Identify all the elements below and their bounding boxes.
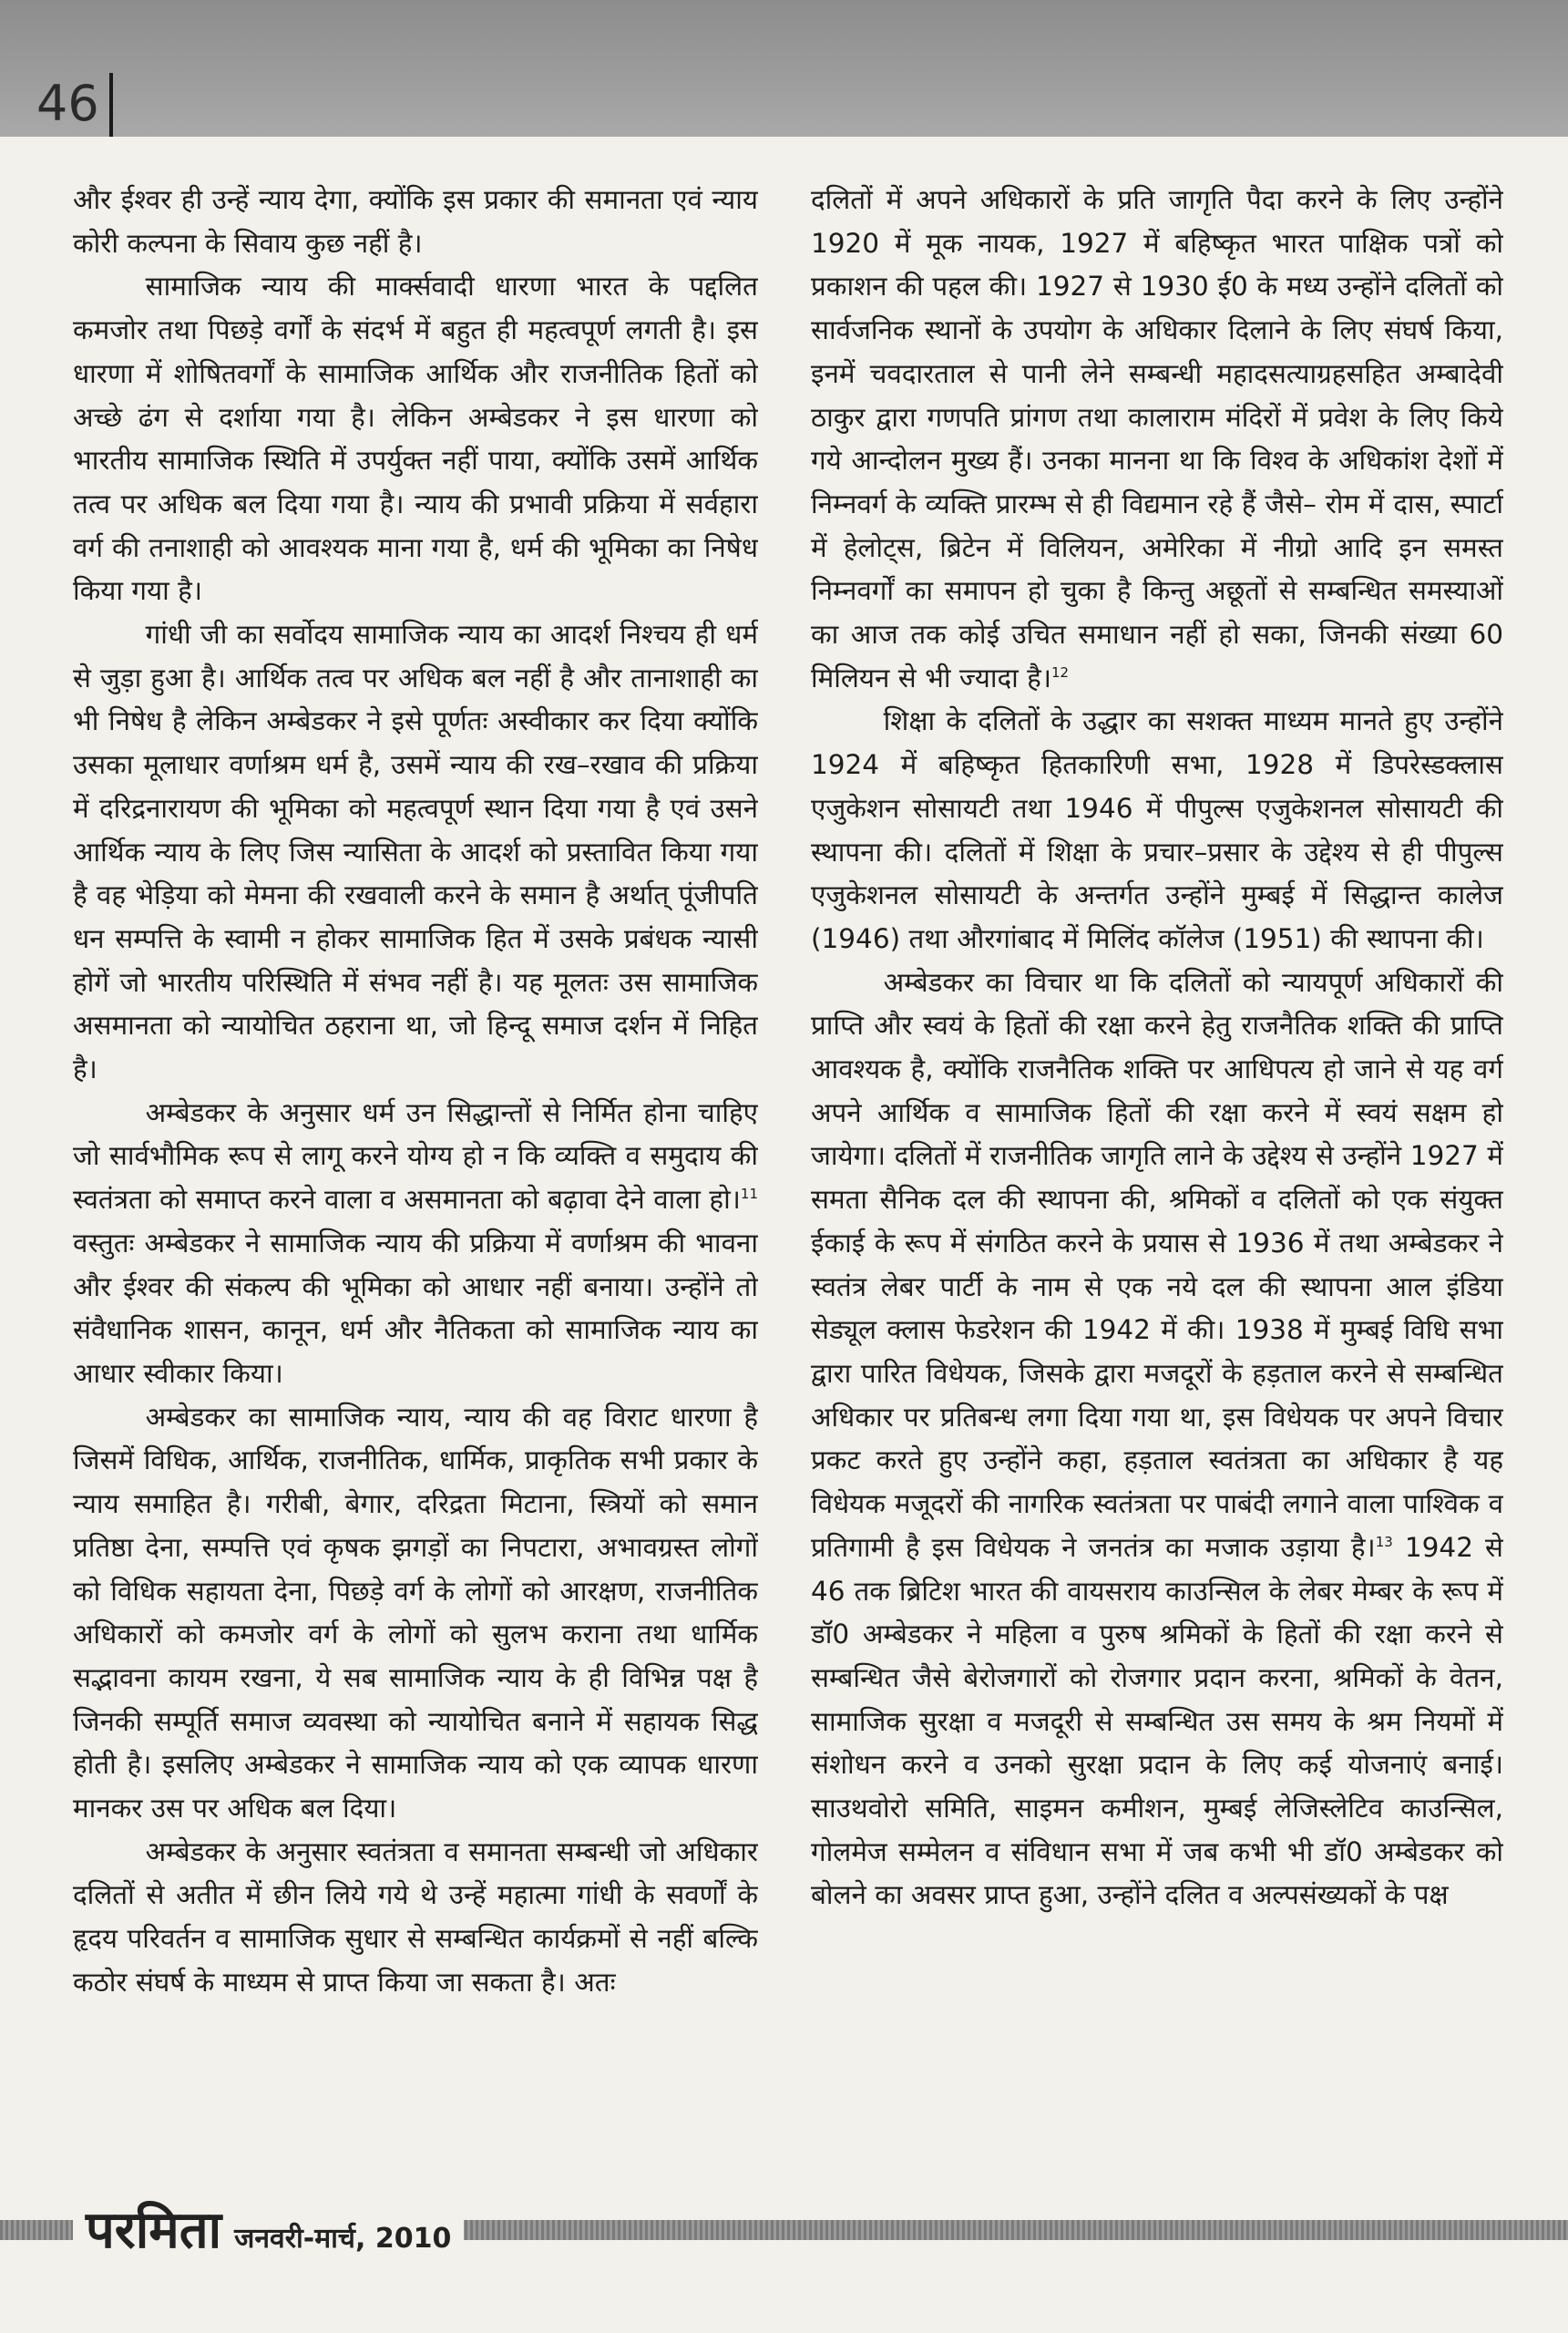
- issue-date: जनवरी-मार्च, 2010: [234, 2223, 452, 2255]
- left-paragraph-2: सामाजिक न्याय की मार्क्सवादी धारणा भारत के पद्दलित कमजोर तथा पिछड़े वर्गों के संदर्भ में बहुत ही महत्वपूर्ण लगती है। इस धारणा में शोषितवर्गों के सामाजिक आर्थिक और राजनीतिक हितों को अच्छे ढंग से दर्शाया गया है। लेकिन अम्बेडकर ने इस धारणा को भारतीय सामाजिक स्थिति में उपर्युक्त नहीं पाया, क्योंकि उसमें आर्थिक तत्व पर अधिक बल दिया गया है। न्याय की प्रभावी प्रक्रिया में सर्वहारा वर्ग की तनाशाही को आवश्यक माना गया है, धर्म की भूमिका का निषेध किया गया है।: [73, 271, 758, 607]
- magazine-name: परमिता: [86, 2201, 222, 2260]
- right-paragraph-3: [811, 961, 1503, 1917]
- header-divider: [109, 73, 113, 137]
- left-paragraph-3: गांधी जी का सर्वोदय सामाजिक न्याय का आदर्श निश्चय ही धर्म से जुड़ा हुआ है। आर्थिक तत्व पर अधिक बल नहीं है और तानाशाही का भी निषेध है लेकिन अम्बेडकर ने इसे पूर्णतः अस्वीकार कर दिया क्योंकि उसका मूलाधार वर्णाश्रम धर्म है, उसमें न्याय की रख–रखाव की प्रक्रिया में दरिद्रनारायण की भूमिका को महत्वपूर्ण स्थान दिया गया है एवं उसने आर्थिक न्याय के लिए जिस न्यासिता के आदर्श को प्रस्तावित किया गया है वह भेड़िया को मेमना की रखवाली करने के समान है अर्थात् पूंजीपति धन सम्पत्ति के स्वामी न होकर सामाजिक हित में उसके प्रबंधक न्यासी होगें जो भारतीय परिस्थिति में संभव नहीं है। यह मूलतः उस सामाजिक असमानता को न्यायोचित ठहराना था, जो हिन्दू समाज दर्शन में निहित है।: [73, 619, 758, 1085]
- footnote-ref-12: 12: [1051, 663, 1070, 681]
- footnote-ref-13: 13: [1375, 1533, 1393, 1550]
- left-paragraph-6: अम्बेडकर के अनुसार स्वतंत्रता व समानता सम्बन्धी जो अधिकार दलितों से अतीत में छीन लिये गये थे उन्हें महात्मा गांधी के सवर्णों के हृदय परिवर्तन व सामाजिक सुधार से सम्बन्धित कार्यक्रमों से नहीं बल्कि कठोर संघर्ष के माध्यम से प्राप्त किया जा सकता है। अतः: [73, 1835, 758, 1998]
- right-paragraph-2: शिक्षा के दलितों के उद्धार का सशक्त माध्यम मानते हुए उन्होंने 1924 में बहिष्कृत हितकारिणी सभा, 1928 में डिपरेस्डक्लास एजुकेशन सोसायटी तथा 1946 में पीपुल्स एजुकेशनल सोसायटी की स्थापना की। दलितों में शिक्षा के प्रचार–प्रसार के उद्देश्य से ही पीपुल्स एजुकेशनल सोसायटी के अन्तर्गत उन्होंने मुम्बई में सिद्धान्त कालेज (1946) तथा औरगांबाद में मिलिंद कॉलेज (1951) की स्थापना की।: [811, 705, 1503, 954]
- page-number: 46: [36, 75, 99, 132]
- left-paragraph-5: अम्बेडकर का सामाजिक न्याय, न्याय की वह विराट धारणा है जिसमें विधिक, आर्थिक, राजनीतिक, धार्मिक, प्राकृतिक सभी प्रकार के न्याय समाहित है। गरीबी, बेगार, दरिद्रता मिटाना, स्त्रियों को समान प्रतिष्ठा देना, सम्पत्ति एवं कृषक झगड़ों का निपटारा, अभावग्रस्त लोगों को विधिक सहायता देना, पिछड़े वर्ग के लोगों को आरक्षण, राजनीतिक अधिकारों को कमजोर वर्ग के लोगों को सुलभ कराना तथा धार्मिक सद्भावना कायम रखना, ये सब सामाजिक न्याय के ही विभिन्न पक्ष है जिनकी सम्पूर्ति समाज व्यवस्था को न्यायोचित बनाने में सहायक सिद्ध होती है। इसलिए अम्बेडकर ने सामाजिक न्याय को एक व्यापक धारणा मानकर उस पर अधिक बल दिया।: [73, 1401, 758, 1824]
- left-paragraph-4: [73, 1092, 758, 1396]
- left-paragraph-4-text: अम्बेडकर के अनुसार धर्म उन सिद्धान्तों से निर्मित होना चाहिए जो सार्वभौमिक रूप से लागू करने योग्य हो न कि व्यक्ति व समुदाय की स्वतंत्रता को समाप्त करने वाला व असमानता को बढ़ावा देने वाला हो।: [73, 1096, 758, 1216]
- right-paragraph-1: [811, 179, 1503, 700]
- footnote-ref-11: 11: [740, 1186, 758, 1203]
- right-paragraph-3-tail: 1942 से 46 तक ब्रिटिश भारत की वायसराय काउन्सिल के लेबर मेम्बर के रूप में डॉ0 अम्बेडकर ने महिला व पुरुष श्रमिकों के हितों की रक्षा करने से सम्बन्धित जैसे बेरोजगारों को रोजगार प्रदान करना, श्रमिकों के वेतन, सामाजिक सुरक्षा व मजदूरी से सम्बन्धित उस समय के श्रम नियमों में संशोधन करने व उनको सुरक्षा प्रदान के लिए कई योजनाएं बनाई। साउथवोरो समिति, साइमन कमीशन, मुम्बई लेजिस्लेटिव काउन्सिल, गोलमेज सम्मेलन व संविधान सभा में जब कभी भी डॉ0 अम्बेडकर को बोलने का अवसर प्राप्त हुआ, उन्होंने दलित व अल्पसंख्यकों के पक्ष: [811, 1531, 1503, 1911]
- left-paragraph-4-tail: वस्तुतः अम्बेडकर ने सामाजिक न्याय की प्रक्रिया में वर्णाश्रम की भावना और ईश्वर की संकल्प की भूमिका को आधार नहीं बनाया। उन्होंने तो संवैधानिक शासन, कानून, धर्म और नैतिकता को सामाजिक न्याय का आधार स्वीकार किया।: [73, 1227, 758, 1389]
- header-band: [0, 0, 1568, 137]
- left-paragraph-1: और ईश्वर ही उन्हें न्याय देगा, क्योंकि इस प्रकार की समानता एवं न्याय कोरी कल्पना के सिवाय कुछ नहीं है।: [73, 184, 758, 259]
- right-paragraph-3-text: अम्बेडकर का विचार था कि दलितों को न्यायपूर्ण अधिकारों की प्राप्ति और स्वयं के हितों की रक्षा करने हेतु राजनैतिक शक्ति की प्राप्ति आवश्यक है, क्योंकि राजनैतिक शक्ति पर आधिपत्य हो जाने से यह वर्ग अपने आर्थिक व सामाजिक हितों की रक्षा करने में स्वयं सक्षम हो जायेगा। दलितों में राजनीतिक जागृति लाने के उद्देश्य से उन्होंने 1927 में समता सैनिक दल की स्थापना की, श्रमिकों व दलितों को एक संयुक्त ईकाई के रूप में संगठित करने के प्रयास से 1936 में तथा अम्बेडकर ने स्वतंत्र लेबर पार्टी के नाम से एक नये दल की स्थापना आल इंडिया सेड्यूल क्लास फेडरेशन की 1942 में की। 1938 में मुम्बई विधि सभा द्वारा पारित विधेयक, जिसके द्वारा मजदूरों के हड़ताल करने से सम्बन्धित अधिकार पर प्रतिबन्ध लगा दिया गया था, इस विधेयक पर अपने विचार प्रकट करते हुए उन्होंने कहा, हड़ताल स्वतंत्रता का अधिकार है यह विधेयक मजूदरों की नागरिक स्वतंत्रता पर पाबंदी लगाने वाला पाश्विक व प्रतिगामी है इस विधेयक ने जनतंत्र का मजाक उड़ाया है।: [811, 966, 1503, 1563]
- right-column: [811, 179, 1503, 2184]
- right-paragraph-1-text: दलितों में अपने अधिकारों के प्रति जागृति पैदा करने के लिए उन्होंने 1920 में मूक नायक, 1927 में बहिष्कृत भारत पाक्षिक पत्रों को प्रकाशन की पहल की। 1927 से 1930 ई0 के मध्य उन्होंने दलितों को सार्वजनिक स्थानों के उपयोग के अधिकार दिलाने के लिए संघर्ष किया, इनमें चवदारताल से पानी लेने सम्बन्धी महादसत्याग्रहसहित अम्बादेवी ठाकुर द्वारा गणपति प्रांगण तथा कालाराम मंदिरों में प्रवेश के लिए किये गये आन्दोलन मुख्य हैं। उनका मानना था कि विश्व के अधिकांश देशों में निम्नवर्ग के व्यक्ति प्रारम्भ से ही विद्यमान रहे हैं जैसे– रोम में दास, स्पार्टा में हेलोट्स, ब्रिटेन में विलियन, अमेरिका में नीग्रो आदि इन समस्त निम्नवर्गों का समापन हो चुका है किन्तु अछूतों से सम्बन्धित समस्याओं का आज तक कोई उचित समाधान नहीं हो सका, जिनकी संख्या 60 मिलियन से भी ज्यादा है।: [811, 184, 1503, 694]
- footer-label: [73, 2201, 464, 2260]
- left-column: [73, 179, 758, 2184]
